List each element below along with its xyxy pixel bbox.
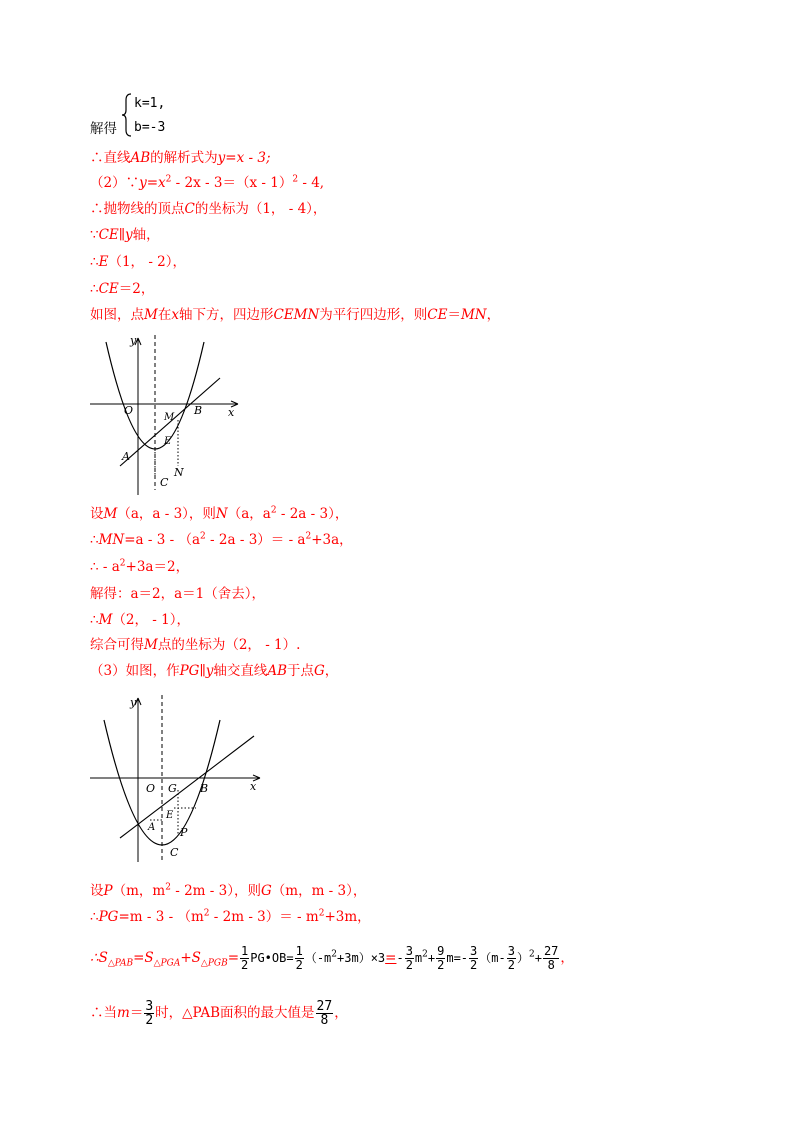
part3-line-5: ∴当m＝ $\frac{3}{2}$ 时，△PAB面积的最大值是 $\frac{27}{8}$ ， — [90, 999, 348, 1028]
fig2-label-B: B — [200, 782, 209, 795]
line-ab-expression: ∴直线AB的解析式为y=x - 3; — [90, 150, 271, 166]
frac-27-8-1: $\frac{27}{8}$ — [543, 944, 559, 972]
solve-prefix: 解得 — [90, 121, 117, 137]
part2-line-11: ∴M（2， - 1）， — [90, 612, 190, 628]
part3-line-1: （3）如图，作PG∥y轴交直线AB于点G， — [90, 663, 339, 679]
frac-three-halves-3: $\frac{3}{2}$ — [507, 944, 515, 972]
fig2-label-O: O — [146, 782, 156, 795]
left-brace-icon — [121, 92, 133, 138]
fig2-label-x: x — [250, 780, 257, 793]
frac-half-2: $\frac{1}{2}$ — [295, 944, 303, 972]
equation-k: k=1, — [134, 96, 166, 111]
fig1-label-C: C — [160, 476, 169, 489]
fig1-label-M: M — [164, 412, 175, 423]
fig2-label-G: G — [168, 782, 177, 795]
figure-1-diagram — [90, 330, 250, 495]
frac-three-halves-1: $\frac{3}{2}$ — [405, 944, 413, 972]
fig1-label-x: x — [228, 406, 235, 419]
part2-line-6: 如图，点M在x轴下方，四边形CEMN为平行四边形，则CE＝MN， — [90, 307, 501, 323]
part2-line-10: 解得：a＝2，a＝1（舍去）， — [90, 586, 266, 602]
part2-line-7: 设M（a，a - 3），则N（a，$a^2 - 2a - 3$）， — [90, 505, 349, 522]
equation-b: b=-3 — [134, 120, 166, 135]
frac-three-halves-2: $\frac{3}{2}$ — [470, 944, 478, 972]
part2-line-5: ∴CE＝2， — [90, 281, 155, 297]
part3-line-4: $\therefore S_{\triangle PAB}=S_{\triangle PGA}+S_{\triangle PGB}=$ $\frac{1}{2}$ PG•OB= $\frac{1}{2}$ $(-m^2+3m)\times 3=-$ $\frac{3}{2}$ $m^2+$ $\frac{9}{2}$ m=- $\frac{3}{2}$ （m- $\frac{3}{2}$ ）$^2$+ $\frac{27}{8}$ ， — [90, 944, 574, 972]
fig1-label-N: N — [174, 466, 184, 479]
frac-nine-halves: $\frac{9}{2}$ — [437, 944, 445, 972]
fig1-label-y: y — [130, 334, 137, 347]
part2-line-8: ∴MN=a - $3 - (a^2 - 2a - 3)= - a^2+3a$， — [90, 531, 353, 548]
fig1-label-E: E — [164, 436, 172, 447]
fig2-label-P: P — [180, 826, 188, 839]
fig1-label-B: B — [194, 404, 203, 417]
fig1-label-O: O — [124, 404, 134, 417]
part3-line-3: ∴PG=m - $3 - (m^2 - 2m - 3)= - m^2+3m$， — [90, 908, 371, 925]
figure-2-diagram — [90, 690, 265, 865]
fig2-label-C: C — [170, 846, 179, 859]
frac-three-halves-answer: $\frac{3}{2}$ — [145, 999, 154, 1028]
part2-line-2: ∴抛物线的顶点C的坐标为（1， - 4）， — [90, 201, 327, 217]
fig2-label-E: E — [166, 810, 174, 821]
part2-line-12: 综合可得M点的坐标为（2， - 1）. — [90, 637, 301, 653]
part2-line-3: ∵CE∥y轴， — [90, 227, 160, 243]
part3-line-2: 设P（m，$m^2 - 2m - 3$），则G（m，m - 3）， — [90, 882, 367, 899]
fig2-label-A: A — [148, 822, 156, 833]
part2-line-4: ∴E（1， - 2）， — [90, 254, 187, 270]
fig2-label-y: y — [130, 696, 137, 709]
part2-line-1: $(2)\because y=x^2 - 2x - 3=(x - 1)^2 - 4$, — [90, 174, 325, 191]
frac-27-8-answer: $\frac{27}{8}$ — [316, 999, 333, 1028]
fig1-label-A: A — [122, 450, 130, 463]
frac-half-1: $\frac{1}{2}$ — [241, 944, 249, 972]
part2-line-9: ∴ - $a^2+3a=2$， — [90, 558, 190, 575]
